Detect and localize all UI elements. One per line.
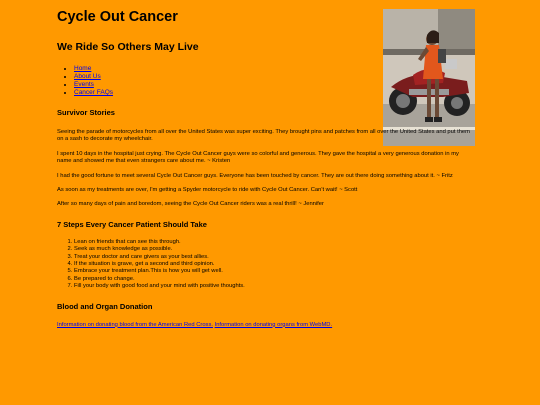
step-item: 3. Treat your doctor and care givers as your best allies. [74,254,475,261]
step-item: 4. If the situation is grave, get a second and third opinion. [74,261,475,268]
nav-link-events[interactable]: Events [74,81,94,88]
story-paragraph: I had the good fortune to meet several Cycle Out Cancer guys. Everyone has been touched by cancer. They are out there doing something about it. ~ Fritz [57,172,453,179]
nav-menu [57,65,475,97]
survivor-stories-heading: Survivor Stories [57,108,115,117]
site-title: Cycle Out Cancer [57,9,178,25]
nav-link-cancer-faqs[interactable]: Cancer FAQs [74,89,114,96]
story-paragraph: I spent 10 days in the hospital just crying. The Cycle Out Cancer guys were so colorful and generous. They gave the hospital a very generous donation in my name and showed me that even strangers care about me. ~ Kristen [57,150,459,165]
step-item: 6. Be prepared to change. [74,276,475,283]
step-item: 2. Seek as much knowledge as possible. [74,246,475,253]
donation-heading: Blood and Organ Donation [57,301,153,311]
nav-item-about [74,73,475,81]
main-content [57,8,475,329]
steps-heading: 7 Steps Every Cancer Patient Should Take [57,219,207,229]
nav-item-events [74,81,475,89]
nav-link-about[interactable]: About Us [74,73,101,80]
step-item: 7. Fill your body with good food and your mind with positive thoughts. [74,283,475,290]
site-tagline: We Ride So Others May Live [57,41,199,53]
steps-list [57,239,475,291]
nav-item-cancer-faqs [74,89,475,97]
step-item: 1. Lean on friends that can see this through. [74,239,475,246]
nav-item-home [74,65,475,73]
blood-donation-link[interactable]: Information on donating blood from the American Red Cross. [57,321,213,328]
donation-links [57,322,475,329]
nav-link-home[interactable]: Home [74,65,92,72]
story-paragraph: As soon as my treatments are over, I'm getting a Spyder motorcycle to ride with Cycle Out Cancer. Can't wait! ~ Scott [57,187,358,194]
story-paragraph: Seeing the parade of motorcycles from all over the United States was super exciting. They brought pins and patches from all over the United States and put them on a sash to decorate my wheelchair. [57,129,470,143]
step-item: 5. Embrace your treatment plan.This is how you will get well. [74,268,475,275]
story-paragraph: After so many days of pain and boredom, seeing the Cycle Out Cancer riders was a real thrill! ~ Jennifer [57,201,324,208]
organ-donation-link[interactable]: Information on donating organs from WebMD. [214,321,333,328]
